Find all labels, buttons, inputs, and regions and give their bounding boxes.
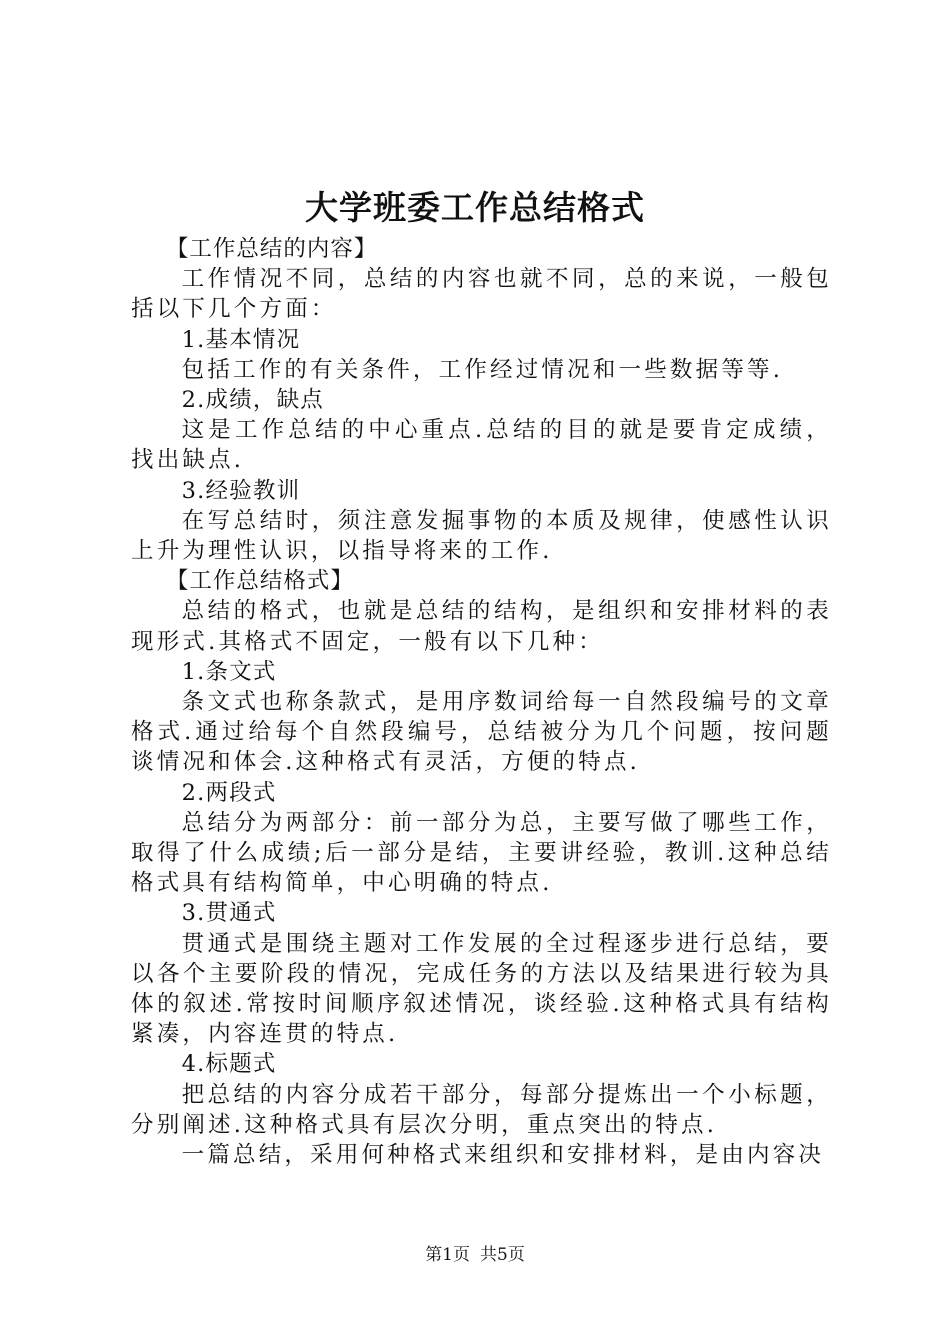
paragraph: 条文式也称条款式，是用序数词给每一自然段编号的文章格式.通过给每个自然段编号，总结被分为几个问题，按问题谈情况和体会.这种格式有灵活，方便的特点. xyxy=(131,689,832,776)
list-item-heading: 4.标题式 xyxy=(181,1051,277,1078)
page-total: 共5页 xyxy=(480,1245,525,1265)
document-title: 大学班委工作总结格式 xyxy=(305,188,645,227)
paragraph: 包括工作的有关条件，工作经过情况和一些数据等等. xyxy=(181,356,784,383)
section-heading-format: 【工作总结格式】 xyxy=(165,568,354,595)
page-number: 第1页 xyxy=(425,1245,470,1265)
list-item-heading: 3.贯通式 xyxy=(181,900,277,927)
list-item-heading: 2.两段式 xyxy=(181,779,277,806)
list-item-heading: 2.成绩，缺点 xyxy=(181,387,324,414)
paragraph: 把总结的内容分成若干部分，每部分提炼出一个小标题，分别阐述.这种格式具有层次分明，重点突出的特点. xyxy=(131,1081,832,1138)
page-footer xyxy=(0,1243,950,1267)
paragraph: 这是工作总结的中心重点.总结的目的就是要肯定成绩，找出缺点. xyxy=(131,417,832,474)
paragraph: 工作情况不同，总结的内容也就不同，总的来说，一般包括以下几个方面： xyxy=(131,266,832,323)
list-item-heading: 3.经验教训 xyxy=(181,477,301,504)
paragraph: 总结的格式，也就是总结的结构，是组织和安排材料的表现形式.其格式不固定，一般有以下几种： xyxy=(131,598,832,655)
paragraph: 总结分为两部分：前一部分为总，主要写做了哪些工作，取得了什么成绩;后一部分是结，主要讲经验，教训.这种总结格式具有结构简单，中心明确的特点. xyxy=(131,809,832,897)
list-item-heading: 1.基本情况 xyxy=(181,326,301,353)
paragraph: 贯通式是围绕主题对工作发展的全过程逐步进行总结，要以各个主要阶段的情况，完成任务的方法以及结果进行较为具体的叙述.常按时间顺序叙述情况，谈经验.这种格式具有结构紧凑，内容连贯的特点. xyxy=(131,930,832,1048)
list-item-heading: 1.条文式 xyxy=(181,658,277,685)
document-body xyxy=(131,234,832,1170)
section-heading-content: 【工作总结的内容】 xyxy=(165,236,378,262)
paragraph: 一篇总结，采用何种格式来组织和安排材料，是由内容决 xyxy=(181,1142,825,1169)
paragraph: 在写总结时，须注意发掘事物的本质及规律，使感性认识上升为理性认识，以指导将来的工作. xyxy=(131,507,832,565)
